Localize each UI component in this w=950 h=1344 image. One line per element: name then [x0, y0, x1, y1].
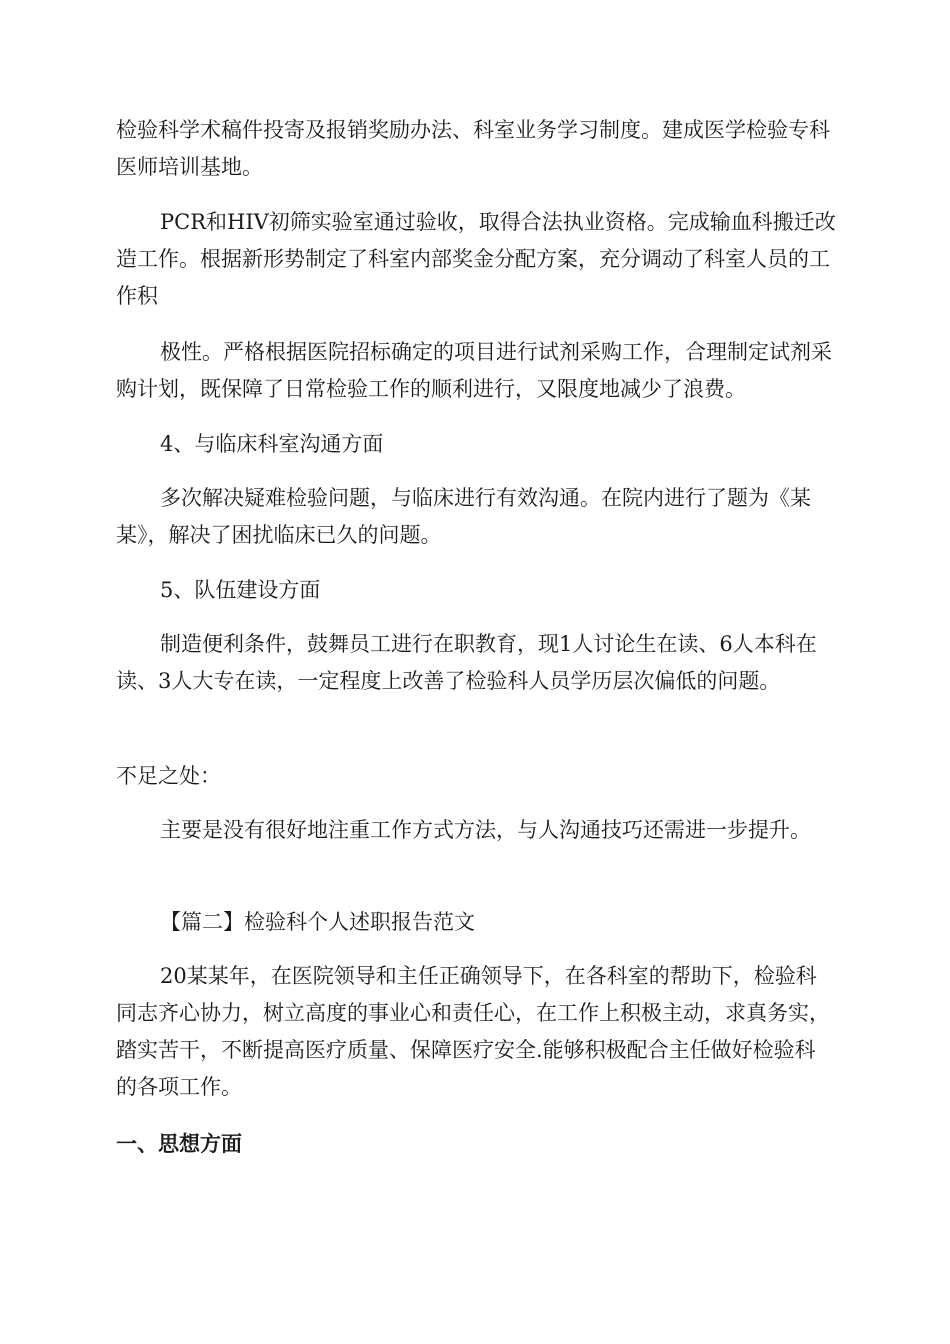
- paragraph-reagent-procurement: 极性。严格根据医院招标确定的项目进行试剂采购工作，合理制定试剂采购计划，既保障了日常检验工作的顺利进行，又限度地减少了浪费。: [116, 340, 832, 401]
- paragraph-teaching-system: 检验科学术稿件投寄及报销奖励办法、科室业务学习制度。建成医学检验专科医师培训基地。: [116, 118, 830, 179]
- heading-team-building: 5、队伍建设方面: [160, 578, 321, 602]
- paragraph-pcr-hiv-lab: PCR和HIV初筛实验室通过验收，取得合法执业资格。完成输血科搬迁改造工作。根据新形势制定了科室内部奖金分配方案，充分调动了科室人员的工作积: [116, 210, 836, 308]
- heading-clinical-communication: 4、与临床科室沟通方面: [160, 432, 384, 456]
- heading-part-two: 【篇二】检验科个人述职报告范文: [160, 910, 475, 934]
- paragraph-shortcomings: 主要是没有很好地注重工作方式方法，与人沟通技巧还需进一步提升。: [160, 818, 811, 842]
- paragraph-team-building: 制造便利条件，鼓舞员工进行在职教育，现1人讨论生在读、6人本科在读、3人大专在读，一定程度上改善了检验科人员学历层次偏低的问题。: [116, 632, 817, 693]
- paragraph-annual-summary: 20某某年，在医院领导和主任正确领导下，在各科室的帮助下，检验科同志齐心协力，树立高度的事业心和责任心，在工作上积极主动，求真务实，踏实苦干，不断提高医疗质量、保障医疗安全.能够积极配合主任做好检验科的各项工作。: [116, 964, 830, 1099]
- paragraph-clinical-communication: 多次解决疑难检验问题，与临床进行有效沟通。在院内进行了题为《某某》，解决了困扰临床已久的问题。: [116, 486, 811, 547]
- heading-shortcomings: 不足之处：: [116, 764, 221, 788]
- heading-ideology: 一、思想方面: [116, 1132, 242, 1156]
